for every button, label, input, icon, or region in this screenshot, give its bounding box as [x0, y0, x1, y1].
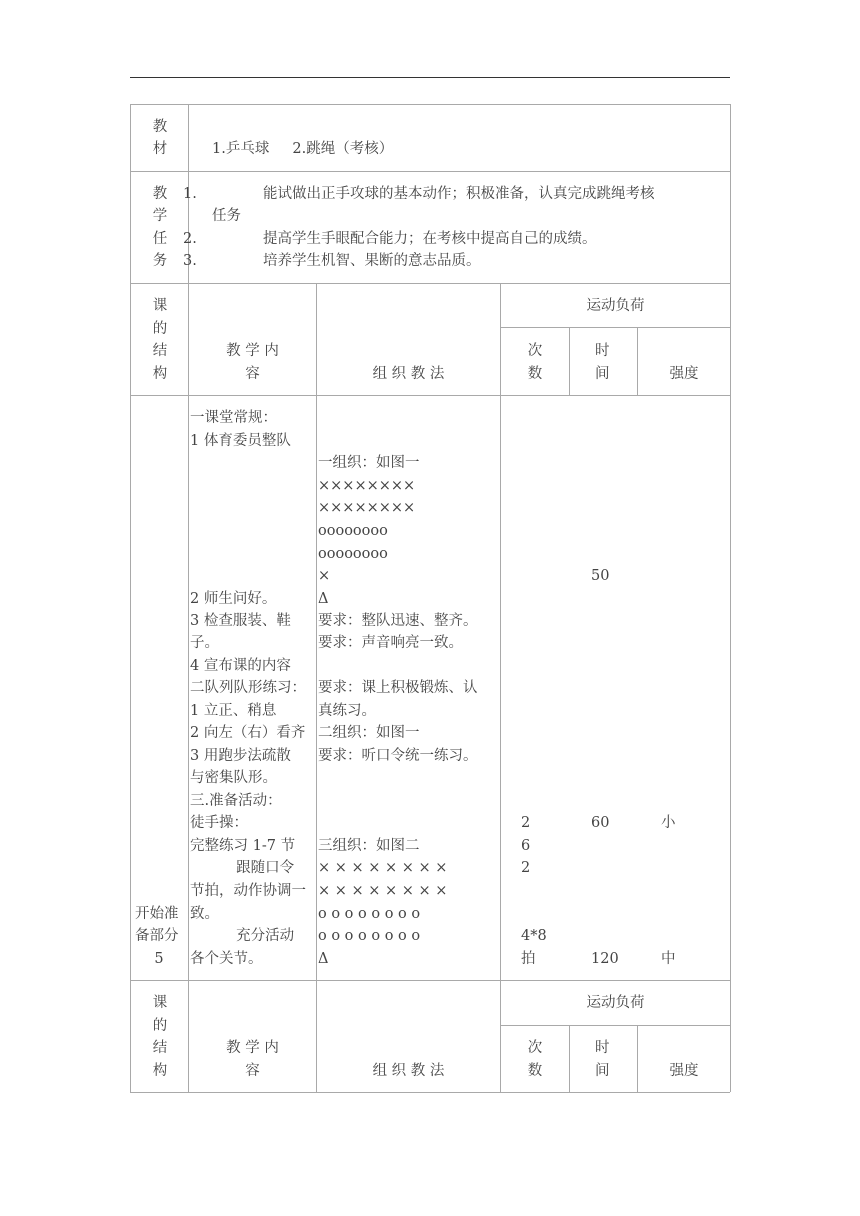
- header2-structure-2: 的: [152, 1018, 168, 1034]
- content-line: 各个关节。: [190, 951, 263, 967]
- content-line: 1 体育委员整队: [190, 433, 291, 449]
- method-line: 要求：声音响亮一致。: [318, 635, 463, 651]
- material-label-2: 材: [152, 141, 168, 157]
- header1-intensity: 强度: [669, 366, 699, 382]
- header2-count-1: 次: [527, 1040, 543, 1056]
- content-line: 3 用跑步法疏散: [190, 748, 291, 764]
- content-line: 3 检查服装、鞋: [190, 613, 291, 629]
- method-formation-row: o o o o o o o o: [318, 906, 421, 922]
- method-formation-row: ×: [318, 568, 331, 584]
- header2-structure-4: 构: [152, 1063, 168, 1079]
- content-line: 完整练习 1-7 节: [190, 838, 296, 854]
- section-label-2: 备部分: [135, 928, 179, 944]
- content-line: 致。: [190, 906, 219, 922]
- top-rule: [130, 77, 730, 78]
- material-content: 1.乒乓球 2.跳绳（考核）: [212, 141, 394, 157]
- task-item-2: 提高学生手眼配合能力；在考核中提高自己的成绩。: [263, 231, 597, 247]
- method-teacher-mark: Δ: [318, 951, 329, 967]
- count-value: 2: [521, 860, 531, 876]
- tasks-label-3: 任: [152, 231, 168, 247]
- content-line: 子。: [190, 635, 219, 651]
- header1-structure-4: 构: [152, 366, 168, 382]
- count-value: 4*8: [521, 928, 547, 944]
- content-line: 与密集队形。: [190, 770, 277, 786]
- intensity-value: 小: [661, 815, 676, 831]
- header2-content-1: 教 学 内: [226, 1040, 279, 1056]
- header1-structure-1: 课: [152, 298, 168, 314]
- content-line: 徒手操：: [190, 815, 248, 831]
- section-label-3: 5: [154, 951, 164, 967]
- header2-structure-1: 课: [152, 995, 168, 1011]
- content-line: 一课堂常规：: [190, 410, 277, 426]
- method-formation-row: oooooooo: [318, 523, 388, 539]
- content-line: 4 宣布课的内容: [190, 658, 291, 674]
- time-value: 60: [591, 815, 610, 831]
- method-line: 一组织：如图一: [318, 455, 420, 471]
- task-item-3: 培养学生机智、果断的意志品质。: [263, 253, 481, 269]
- tasks-label-2: 学: [152, 208, 168, 224]
- header1-content-2: 容: [245, 366, 260, 382]
- task-number-1: 1.: [183, 186, 197, 202]
- count-value: 6: [521, 838, 531, 854]
- header1-structure-3: 结: [152, 343, 168, 359]
- content-line: 三.准备活动：: [190, 793, 282, 809]
- content-line: 1 立正、稍息: [190, 703, 277, 719]
- content-line: 2 师生问好。: [190, 591, 277, 607]
- header2-time-1: 时: [595, 1040, 610, 1056]
- header1-time-2: 间: [595, 366, 610, 382]
- content-line: 节拍，动作协调一: [190, 883, 306, 899]
- content-line: 充分活动: [190, 928, 295, 944]
- header1-count-1: 次: [527, 343, 543, 359]
- header2-intensity: 强度: [669, 1063, 699, 1079]
- tasks-label-4: 务: [152, 253, 168, 269]
- count-value: 拍: [521, 951, 536, 967]
- header1-structure-2: 的: [152, 321, 168, 337]
- content-line: 跟随口令: [190, 860, 295, 876]
- content-line: 二队列队形练习：: [190, 680, 306, 696]
- content-line: 2 向左（右）看齐: [190, 725, 306, 741]
- tasks-label-1: 教: [152, 186, 168, 202]
- task-number-3: 3.: [183, 253, 197, 269]
- method-line: 要求：课上积极锻炼、认: [318, 680, 478, 696]
- time-value: 50: [591, 568, 610, 584]
- method-formation-row: × × × × × × × ×: [318, 883, 448, 899]
- header2-structure-3: 结: [152, 1040, 168, 1056]
- task-number-2: 2.: [183, 231, 197, 247]
- header2-method: 组 织 教 法: [372, 1063, 445, 1079]
- task-item-1: 能试做出正手攻球的基本动作；积极准备，认真完成跳绳考核: [263, 186, 655, 202]
- header1-content-1: 教 学 内: [226, 343, 279, 359]
- method-line: 真练习。: [318, 703, 376, 719]
- method-line: 三组织：如图二: [318, 838, 420, 854]
- header2-load: 运动负荷: [586, 995, 645, 1011]
- method-formation-row: o o o o o o o o: [318, 928, 421, 944]
- task-item-1-wrap: 任务: [212, 208, 241, 224]
- count-value: 2: [521, 815, 531, 831]
- method-formation-row: oooooooo: [318, 546, 388, 562]
- header1-time-1: 时: [595, 343, 610, 359]
- material-label-1: 教: [152, 119, 168, 135]
- method-teacher-mark: Δ: [318, 591, 329, 607]
- method-line: 要求：听口令统一练习。: [318, 748, 478, 764]
- time-value: 120: [591, 951, 619, 967]
- section-label-1: 开始准: [135, 906, 179, 922]
- method-formation-row: ××××××××: [318, 500, 416, 516]
- header1-count-2: 数: [527, 366, 543, 382]
- method-line: 二组织：如图一: [318, 725, 420, 741]
- method-line: 要求：整队迅速、整齐。: [318, 613, 478, 629]
- header2-content-2: 容: [245, 1063, 260, 1079]
- header1-method: 组 织 教 法: [372, 366, 445, 382]
- header2-time-2: 间: [595, 1063, 610, 1079]
- intensity-value: 中: [661, 951, 676, 967]
- header1-load: 运动负荷: [586, 298, 645, 314]
- method-formation-row: ××××××××: [318, 478, 416, 494]
- method-formation-row: × × × × × × × ×: [318, 860, 448, 876]
- header2-count-2: 数: [527, 1063, 543, 1079]
